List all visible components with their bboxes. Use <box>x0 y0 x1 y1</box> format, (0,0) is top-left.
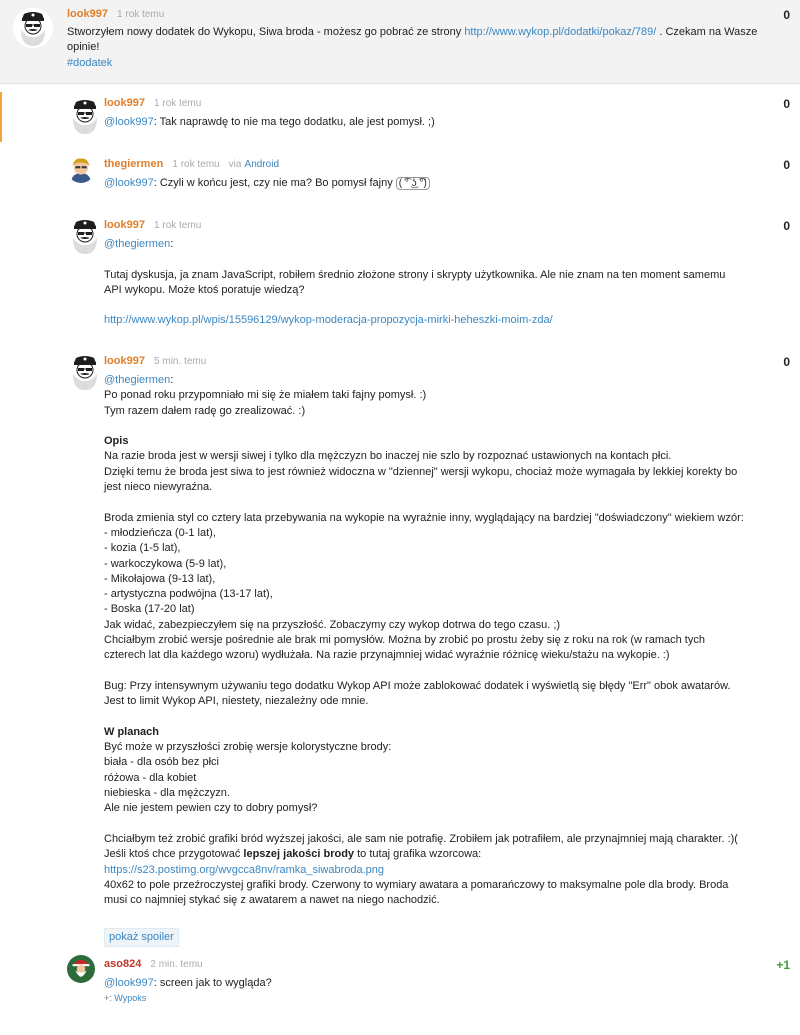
santa-avatar-icon <box>67 955 95 983</box>
vote-count[interactable]: 0 <box>783 219 790 233</box>
comment <box>0 350 800 943</box>
author-avatar[interactable] <box>65 216 105 256</box>
timestamp[interactable]: 2 min. temu <box>150 959 203 970</box>
entry-body: Stworzyłem nowy dodatek do Wykopu, Siwa broda - możesz go pobrać ze strony http://www.wykop.pl/dodatki/pokaz/789/ . Czekam na Wasze opinie! #dodatek <box>67 26 758 69</box>
section-heading-opis: Opis <box>104 435 129 448</box>
author-link[interactable]: look997 <box>104 219 145 231</box>
list-item: - kozia (1-5 lat), <box>104 542 181 555</box>
timestamp[interactable]: 1 rok temu <box>117 9 165 20</box>
comment-body: @look997: screen jak to wygląda? +: Wypoks <box>104 976 784 1007</box>
cop-avatar-icon <box>65 216 105 256</box>
author-avatar[interactable] <box>67 155 95 183</box>
comment <box>0 92 800 142</box>
vote-count[interactable]: 0 <box>783 8 790 22</box>
giermen-avatar-icon <box>67 155 95 183</box>
list-item: - młodzieńcza (0-1 lat), <box>104 526 216 539</box>
author-avatar[interactable] <box>67 955 95 983</box>
mention-link[interactable]: @look997 <box>104 977 154 989</box>
author-link[interactable]: aso824 <box>104 958 142 970</box>
vote-count[interactable]: +1 <box>776 958 790 972</box>
cop-avatar-icon <box>13 8 53 48</box>
vote-count[interactable]: 0 <box>783 97 790 111</box>
thread-indicator <box>0 92 2 142</box>
timestamp[interactable]: 1 rok temu <box>154 98 202 109</box>
graphic-template-link[interactable]: https://s23.postimg.org/wvgcca8nv/ramka_siwabroda.png <box>104 863 385 876</box>
mention-link[interactable]: @look997 <box>104 177 154 189</box>
show-spoiler-button[interactable]: pokaż spoiler <box>104 928 179 947</box>
via-label: via <box>228 159 242 170</box>
list-item: - Mikołajowa (9-13 lat), <box>104 572 216 585</box>
mention-link[interactable]: @thegiermen <box>104 238 171 250</box>
list-item: - warkoczykowa (5-9 lat), <box>104 557 227 570</box>
vote-count[interactable]: 0 <box>783 355 790 369</box>
author-link[interactable]: look997 <box>67 8 108 20</box>
timestamp[interactable]: 1 rok temu <box>172 159 220 170</box>
discussion-link[interactable]: http://www.wykop.pl/wpis/15596129/wykop-moderacja-propozycja-mirki-heheszki-moim-zda/ <box>104 314 553 327</box>
list-item: - Boska (17-20 lat) <box>104 603 195 616</box>
comment <box>0 953 800 1013</box>
lenny-emoticon: ( ͡° ͜ʖ ͡°) <box>396 177 430 190</box>
author-avatar[interactable] <box>65 96 105 136</box>
timestamp[interactable]: 5 min. temu <box>154 356 207 367</box>
comment-body: @look997: Czyli w końcu jest, czy nie ma? Bo pomysł fajny ( ͡° ͜ʖ ͡°) <box>104 176 784 191</box>
voter-link[interactable]: Wypoks <box>114 993 147 1004</box>
mention-link[interactable]: @thegiermen <box>104 374 171 386</box>
comment <box>0 153 800 203</box>
cop-avatar-icon <box>65 96 105 136</box>
tag-link[interactable]: #dodatek <box>67 56 113 69</box>
list-item: - artystyczna podwójna (13-17 lat), <box>104 588 273 601</box>
via-app-link[interactable]: Android <box>244 159 279 170</box>
author-link[interactable]: thegiermen <box>104 158 164 170</box>
comment-body: @thegiermen: Po ponad roku przypomniało mi się że miałem taki fajny pomysł. :) Tym razem dałem radę go zrealizować. :) Opis Na razie broda jest w wersji siwej i tylko dla mężczyzn bo inaczej nie szlo by rozpoznać ustawionych na kontach płci. Dzięki temu że broda jest siwa to jest również widoczna w "dziennej" wersji wykopu, chociaż może wymagała by lekkiej korekty bo jest nieco niewyraźna. Broda zmienia styl co cztery lata przebywania na wykopie na wyraźnie inny, wyglądający na bardziej "doświadczony" wiekiem wzór: - młodzieńcza (0-1 lat), - kozia (1-5 lat), - warkoczykowa (5-9 lat), - Mikołajowa (9-13 lat), - artystyczna podwójna (13-17 lat), - Boska (17-20 lat) Jak widać, zabezpieczyłem się na przyszłość. Zobaczymy czy wykop dotrwa do tego czasu. ;) Chciałbym zrobić wersje pośrednie ale brak mi pomysłów. Można by zrobić po prostu żeby się z roku na rok (w ramach tych czterech lat dla każdego wzoru) wydłużała. Na razie przynajmniej widać wyraźnie różnicę wieku/stażu na wykopie. :) Bug: Przy intensywnym używaniu tego dodatku Wykop API może zablokować dodatek i wyświetlą się błędy "Err" obok awatarów. Jest to limit Wykop API, niestety, niezależny ode mnie. W planach Być może w przyszłości zrobię wersje kolorystyczne brody: biała - dla osób bez płci różowa - dla kobiet niebieska - dla mężczyzn. Ale nie jestem pewien czy to dobry pomysł? Chciałbym też zrobić grafiki bród wyższej jakości, ale sam nie potrafię. Zrobiłem jak potrafiłem, ale przynajmniej mają charakter. :)( Jeśli ktoś chce przygotować lepszej jakości brody to tutaj grafika wzorcowa: https://s23.postimg.org/wvgcca8nv/ramka_siwabroda.png 40x62 to pole przeźroczystej grafiki brody. Czerwony to wymiary awatara a pomarańczowy to maksymalne pole dla brody. Broda musi co najmniej stykać się z awatarem a nawet na niego nachodzić. pokaż spoiler <box>104 373 784 947</box>
main-entry <box>0 0 800 84</box>
author-avatar[interactable] <box>13 8 53 48</box>
cop-avatar-icon <box>65 352 105 392</box>
vote-count[interactable]: 0 <box>783 158 790 172</box>
addon-link[interactable]: http://www.wykop.pl/dodatki/pokaz/789/ <box>464 26 657 38</box>
author-avatar[interactable] <box>65 352 105 392</box>
author-link[interactable]: look997 <box>104 97 145 109</box>
comment-body: @thegiermen: Tutaj dyskusja, ja znam JavaScript, robiłem średnio złożone strony i skrypty użytkownika. Ale nie znam na ten moment samemu API wykopu. Może ktoś poratuje wiedzą? http://www.wykop.pl/wpis/15596129/wykop-moderacja-propozycja-mirki-heheszki-moim-zda/ <box>104 238 726 327</box>
voters-list: +: Wypoks <box>104 993 147 1004</box>
author-link[interactable]: look997 <box>104 355 145 367</box>
comment <box>0 214 800 334</box>
comment-body: @look997: Tak naprawdę to nie ma tego dodatku, ale jest pomysł. ;) <box>104 116 435 128</box>
mention-link[interactable]: @look997 <box>104 116 154 128</box>
timestamp[interactable]: 1 rok temu <box>154 220 202 231</box>
section-heading-plany: W planach <box>104 725 160 738</box>
